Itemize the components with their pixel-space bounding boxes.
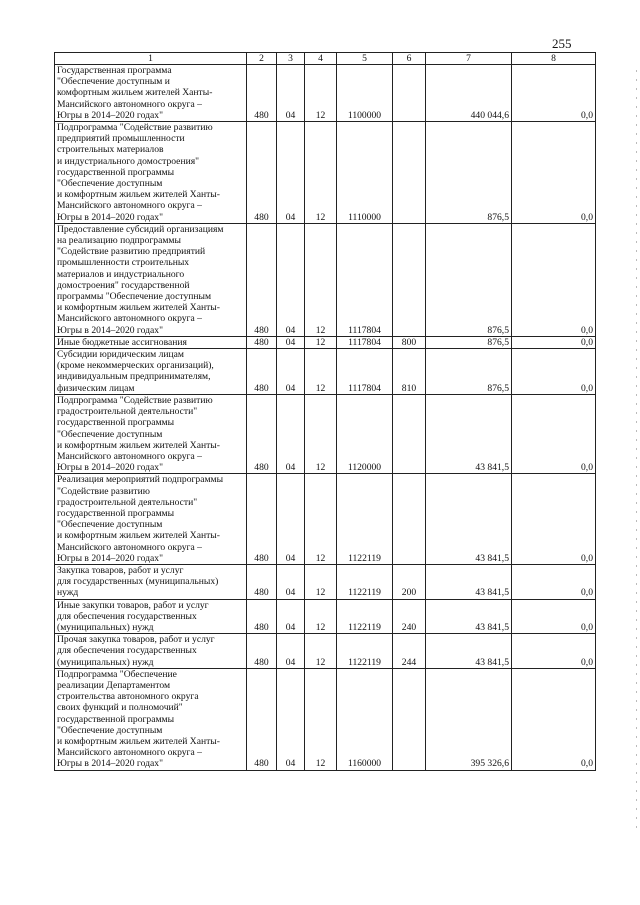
row-code-4: 12	[305, 336, 337, 348]
row-code-4: 12	[305, 223, 337, 336]
row-code-5: 1117804	[337, 336, 393, 348]
row-name: Прочая закупка товаров, работ и услуг для обеспечения государственных (муниципальных) нужд	[55, 634, 247, 669]
row-amount-8: 0,0	[512, 65, 596, 122]
row-code-6	[393, 474, 426, 565]
table-body	[55, 65, 596, 771]
row-code-2: 480	[247, 634, 277, 669]
table-row	[55, 223, 596, 336]
row-amount-8: 0,0	[512, 634, 596, 669]
table-row	[55, 599, 596, 634]
row-amount-8: 0,0	[512, 122, 596, 224]
row-code-2: 480	[247, 122, 277, 224]
column-header-1: 1	[55, 53, 247, 65]
row-code-5: 1122119	[337, 599, 393, 634]
table-row	[55, 122, 596, 224]
row-code-2: 480	[247, 349, 277, 395]
row-code-6	[393, 394, 426, 473]
table-row	[55, 394, 596, 473]
scan-edge-dots	[636, 70, 637, 830]
row-code-5: 1160000	[337, 668, 393, 770]
row-name: Государственная программа "Обеспечение доступным и комфортным жильем жителей Ханты- Мансийского автономного округа – Югры в 2014–2020 годах"	[55, 65, 247, 122]
row-name: Предоставление субсидий организациям на реализацию подпрограммы "Содействие развитию предприятий промышленности строительных материалов и индустриального домостроения" государственной программы "Обеспечение доступным и комфортным жильем жителей Ханты- Мансийского автономного округа – Югры в 2014–2020 годах"	[55, 223, 247, 336]
row-code-4: 12	[305, 474, 337, 565]
page-number: 255	[552, 36, 572, 51]
table-header-row	[55, 53, 596, 65]
row-amount-7: 43 841,5	[426, 634, 512, 669]
row-code-3: 04	[277, 336, 305, 348]
row-name: Подпрограмма "Обеспечение реализации Департаментом строительства автономного округа своих функций и полномочий" государственной программы "Обеспечение доступным и комфортным жильем жителей Ханты- Мансийского автономного округа – Югры в 2014–2020 годах"	[55, 668, 247, 770]
row-code-2: 480	[247, 668, 277, 770]
row-code-5: 1117804	[337, 223, 393, 336]
row-code-6: 810	[393, 349, 426, 395]
table-row	[55, 634, 596, 669]
row-amount-7: 395 326,6	[426, 668, 512, 770]
row-code-2: 480	[247, 599, 277, 634]
column-header-8: 8	[512, 53, 596, 65]
row-code-4: 12	[305, 634, 337, 669]
row-code-4: 12	[305, 668, 337, 770]
row-name: Подпрограмма "Содействие развитию градостроительной деятельности" государственной программы "Обеспечение доступным и комфортным жильем жителей Ханты- Мансийского автономного округа – Югры в 2014–2020 годах"	[55, 394, 247, 473]
row-code-3: 04	[277, 394, 305, 473]
row-code-4: 12	[305, 394, 337, 473]
table-row	[55, 336, 596, 348]
row-name: Закупка товаров, работ и услуг для государственных (муниципальных) нужд	[55, 564, 247, 599]
row-amount-7: 876,5	[426, 349, 512, 395]
row-name: Субсидии юридическим лицам (кроме некоммерческих организаций), индивидуальным предпринимателям, физическим лицам	[55, 349, 247, 395]
row-code-5: 1122119	[337, 474, 393, 565]
row-code-5: 1100000	[337, 65, 393, 122]
row-name: Реализация мероприятий подпрограммы "Содействие развитию градостроительной деятельности" государственной программы "Обеспечение доступным и комфортным жильем жителей Ханты- Мансийского автономного округа – Югры в 2014–2020 годах"	[55, 474, 247, 565]
row-amount-8: 0,0	[512, 474, 596, 565]
row-code-4: 12	[305, 349, 337, 395]
row-code-3: 04	[277, 65, 305, 122]
row-code-4: 12	[305, 564, 337, 599]
row-code-2: 480	[247, 65, 277, 122]
row-amount-7: 43 841,5	[426, 394, 512, 473]
row-code-2: 480	[247, 394, 277, 473]
row-code-5: 1122119	[337, 564, 393, 599]
row-code-3: 04	[277, 349, 305, 395]
row-code-6: 240	[393, 599, 426, 634]
row-code-5: 1117804	[337, 349, 393, 395]
row-amount-8: 0,0	[512, 599, 596, 634]
table-row	[55, 474, 596, 565]
column-header-5: 5	[337, 53, 393, 65]
row-code-4: 12	[305, 65, 337, 122]
row-amount-8: 0,0	[512, 349, 596, 395]
table-row	[55, 668, 596, 770]
column-header-4: 4	[305, 53, 337, 65]
row-code-2: 480	[247, 223, 277, 336]
table-row	[55, 65, 596, 122]
table-row	[55, 349, 596, 395]
row-code-4: 12	[305, 122, 337, 224]
column-header-7: 7	[426, 53, 512, 65]
row-code-6	[393, 668, 426, 770]
row-amount-7: 43 841,5	[426, 564, 512, 599]
row-code-4: 12	[305, 599, 337, 634]
row-code-3: 04	[277, 668, 305, 770]
column-header-3: 3	[277, 53, 305, 65]
row-code-3: 04	[277, 122, 305, 224]
row-name: Иные бюджетные ассигнования	[55, 336, 247, 348]
row-code-3: 04	[277, 634, 305, 669]
row-amount-7: 876,5	[426, 223, 512, 336]
row-code-3: 04	[277, 599, 305, 634]
row-code-3: 04	[277, 564, 305, 599]
row-code-6: 244	[393, 634, 426, 669]
row-code-6	[393, 223, 426, 336]
row-code-6: 200	[393, 564, 426, 599]
column-header-6: 6	[393, 53, 426, 65]
table-row	[55, 564, 596, 599]
row-code-3: 04	[277, 474, 305, 565]
row-code-6: 800	[393, 336, 426, 348]
row-name: Подпрограмма "Содействие развитию предприятий промышленности строительных материалов и индустриального домостроения" государственной программы "Обеспечение доступным и комфортным жильем жителей Ханты- Мансийского автономного округа – Югры в 2014–2020 годах"	[55, 122, 247, 224]
row-code-5: 1120000	[337, 394, 393, 473]
row-code-6	[393, 65, 426, 122]
row-amount-8: 0,0	[512, 564, 596, 599]
row-code-6	[393, 122, 426, 224]
row-amount-7: 440 044,6	[426, 65, 512, 122]
row-amount-7: 43 841,5	[426, 599, 512, 634]
row-amount-7: 876,5	[426, 336, 512, 348]
row-name: Иные закупки товаров, работ и услуг для обеспечения государственных (муниципальных) нужд	[55, 599, 247, 634]
row-code-3: 04	[277, 223, 305, 336]
column-header-2: 2	[247, 53, 277, 65]
row-amount-8: 0,0	[512, 223, 596, 336]
row-code-2: 480	[247, 336, 277, 348]
row-amount-7: 876,5	[426, 122, 512, 224]
row-code-5: 1122119	[337, 634, 393, 669]
row-amount-7: 43 841,5	[426, 474, 512, 565]
row-amount-8: 0,0	[512, 668, 596, 770]
row-code-2: 480	[247, 564, 277, 599]
row-code-5: 1110000	[337, 122, 393, 224]
row-code-2: 480	[247, 474, 277, 565]
row-amount-8: 0,0	[512, 394, 596, 473]
budget-table	[54, 52, 596, 771]
row-amount-8: 0,0	[512, 336, 596, 348]
